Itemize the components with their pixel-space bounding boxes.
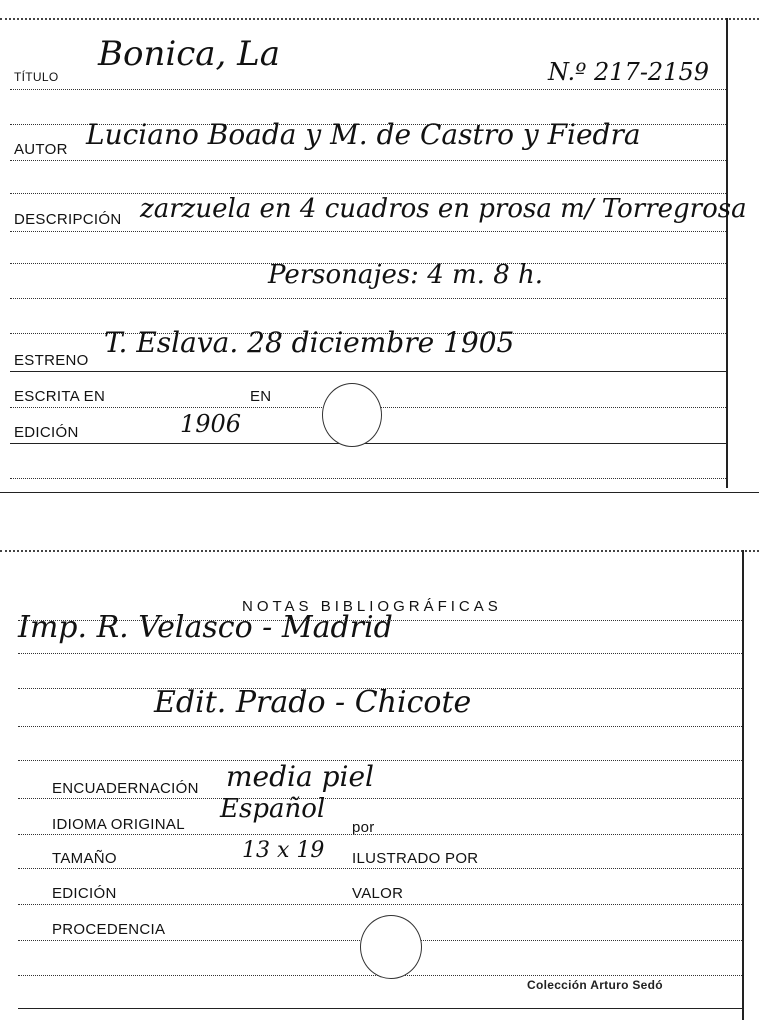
rule-line	[18, 834, 742, 835]
encuadernacion-value: media piel	[226, 760, 374, 793]
en-label: EN	[250, 388, 272, 405]
rule-line	[18, 868, 742, 869]
encuadernacion-label: ENCUADERNACIÓN	[52, 780, 199, 797]
descripcion-value-2: Personajes: 4 m. 8 h.	[268, 260, 544, 290]
ilustrado-label: ILUSTRADO POR	[352, 850, 479, 867]
valor-label: VALOR	[352, 885, 404, 902]
idioma-value: Español	[220, 794, 326, 824]
punch-hole-icon	[360, 915, 422, 979]
rule-line	[18, 760, 742, 761]
edicion-label: EDICIÓN	[14, 424, 79, 441]
descripcion-line	[10, 231, 726, 232]
punch-hole-icon	[322, 383, 382, 447]
descripcion-label: DESCRIPCIÓN	[14, 211, 122, 228]
notas-label: NOTAS BIBLIOGRÁFICAS	[242, 598, 502, 615]
autor-line	[10, 160, 726, 161]
estreno-value: T. Eslava. 28 diciembre 1905	[104, 326, 515, 359]
collection-footer: Colección Arturo Sedó	[527, 978, 663, 992]
card-right-edge	[726, 18, 728, 488]
card-top-edge	[0, 18, 759, 20]
estreno-label: ESTRENO	[14, 352, 89, 369]
edicion-line	[10, 443, 726, 444]
autor-label: AUTOR	[14, 141, 68, 158]
card-right-edge	[742, 550, 744, 1020]
autor-value: Luciano Boada y M. de Castro y Fiedra	[86, 118, 641, 151]
rule-line	[18, 620, 742, 621]
escrita-en-label: ESCRITA EN	[14, 388, 106, 405]
card-top-edge	[0, 550, 759, 552]
rule-line	[18, 904, 742, 905]
rule-line	[10, 478, 726, 479]
card-bottom-edge	[18, 1008, 742, 1009]
numero-value: N.º 217-2159	[548, 58, 710, 86]
idioma-label: IDIOMA ORIGINAL	[52, 816, 185, 833]
procedencia-label: PROCEDENCIA	[52, 921, 166, 938]
notas-line-2: Edit. Prado - Chicote	[154, 685, 472, 720]
rule-line	[18, 653, 742, 654]
edicion-label: EDICIÓN	[52, 885, 117, 902]
rule-line	[18, 798, 742, 799]
catalog-card-back	[0, 540, 759, 1010]
titulo-value: Bonica, La	[98, 34, 281, 74]
catalog-card-front	[0, 0, 759, 495]
por-label: por	[352, 819, 375, 836]
edicion-value: 1906	[180, 410, 242, 438]
card-bottom-edge	[0, 492, 759, 493]
rule-line	[18, 726, 742, 727]
titulo-label: TÍTULO	[14, 70, 59, 84]
descripcion-value: zarzuela en 4 cuadros en prosa m/ Torregrosa	[140, 194, 747, 224]
notas-line-1: Imp. R. Velasco - Madrid	[18, 610, 393, 645]
rule-line	[10, 298, 726, 299]
tamano-value: 13 x 19	[242, 838, 325, 863]
estreno-line	[10, 371, 726, 372]
tamano-label: TAMAÑO	[52, 850, 117, 867]
titulo-line	[10, 89, 726, 90]
